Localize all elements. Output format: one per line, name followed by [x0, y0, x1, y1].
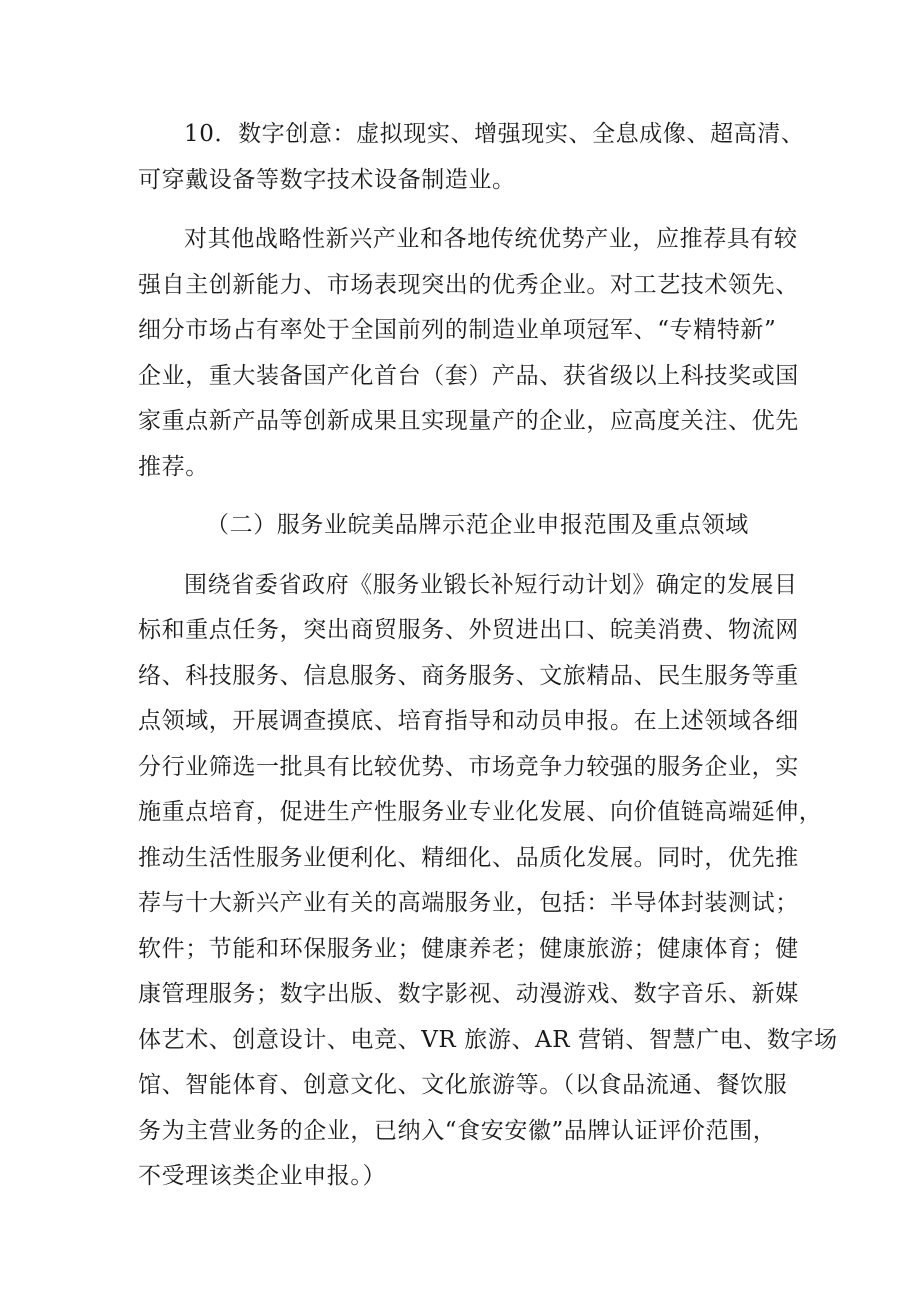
text-line: 企业，重大装备国产化首台（套）产品、获省级以上科技奖或国	[138, 362, 799, 389]
text-line: 不受理该类企业申报。）	[138, 1163, 387, 1189]
text-line: 点领域，开展调查摸底、培育指导和动员申报。在上述领域各细	[138, 708, 799, 734]
text-line: 施重点培育，促进生产性服务业专业化发展、向价值链高端延伸，	[138, 799, 823, 825]
text-line: 馆、智能体育、创意文化、文化旅游等。（以食品流通、餐饮服	[138, 1072, 788, 1098]
text-line: 10．数字创意：虚拟现实、增强现实、全息成像、超高清、	[184, 121, 805, 147]
text-line: 可穿戴设备等数字技术设备制造业。	[138, 166, 516, 193]
text-line: 家重点新产品等创新成果且实现量产的企业，应高度关注、优先	[138, 408, 799, 434]
text-line: 荐与十大新兴产业有关的高端服务业，包括：半导体封装测试；	[138, 890, 799, 916]
text-line: 对其他战略性新兴产业和各地传统优势产业，应推荐具有较	[184, 226, 798, 252]
text-line: 推荐。	[138, 453, 209, 480]
section-heading	[138, 503, 803, 549]
text-line: 务为主营业务的企业，已纳入“食安安徽”品牌认证评价范围，	[138, 1117, 777, 1144]
paragraph-service-scope	[138, 563, 838, 1200]
text-line: 强自主创新能力、市场表现突出的优秀企业。对工艺技术领先、	[138, 271, 799, 298]
text-line: 细分市场占有率处于全国前列的制造业单项冠军、“专精特新”	[138, 317, 777, 343]
paragraph-other-industries	[138, 217, 803, 490]
paragraph-item-10	[138, 112, 803, 203]
heading-text: （二）服务业皖美品牌示范企业申报范围及重点领域	[206, 512, 749, 538]
text-line: 分行业筛选一批具有比较优势、市场竞争力较强的服务企业，实	[138, 753, 799, 780]
text-line: 体艺术、创意设计、电竞、VR 旅游、AR 营销、智慧广电、数字场	[138, 1026, 838, 1053]
document-page	[138, 112, 838, 1200]
text-line: 康管理服务；数字出版、数字影视、动漫游戏、数字音乐、新媒	[138, 981, 799, 1007]
text-line: 围绕省委省政府《服务业锻长补短行动计划》确定的发展目	[184, 571, 798, 598]
text-line: 软件；节能和环保服务业；健康养老；健康旅游；健康体育；健	[138, 935, 799, 962]
text-line: 标和重点任务，突出商贸服务、外贸进出口、皖美消费、物流网	[138, 617, 799, 643]
text-line: 络、科技服务、信息服务、商务服务、文旅精品、民生服务等重	[138, 662, 799, 689]
text-line: 推动生活性服务业便利化、精细化、品质化发展。同时，优先推	[138, 844, 799, 871]
